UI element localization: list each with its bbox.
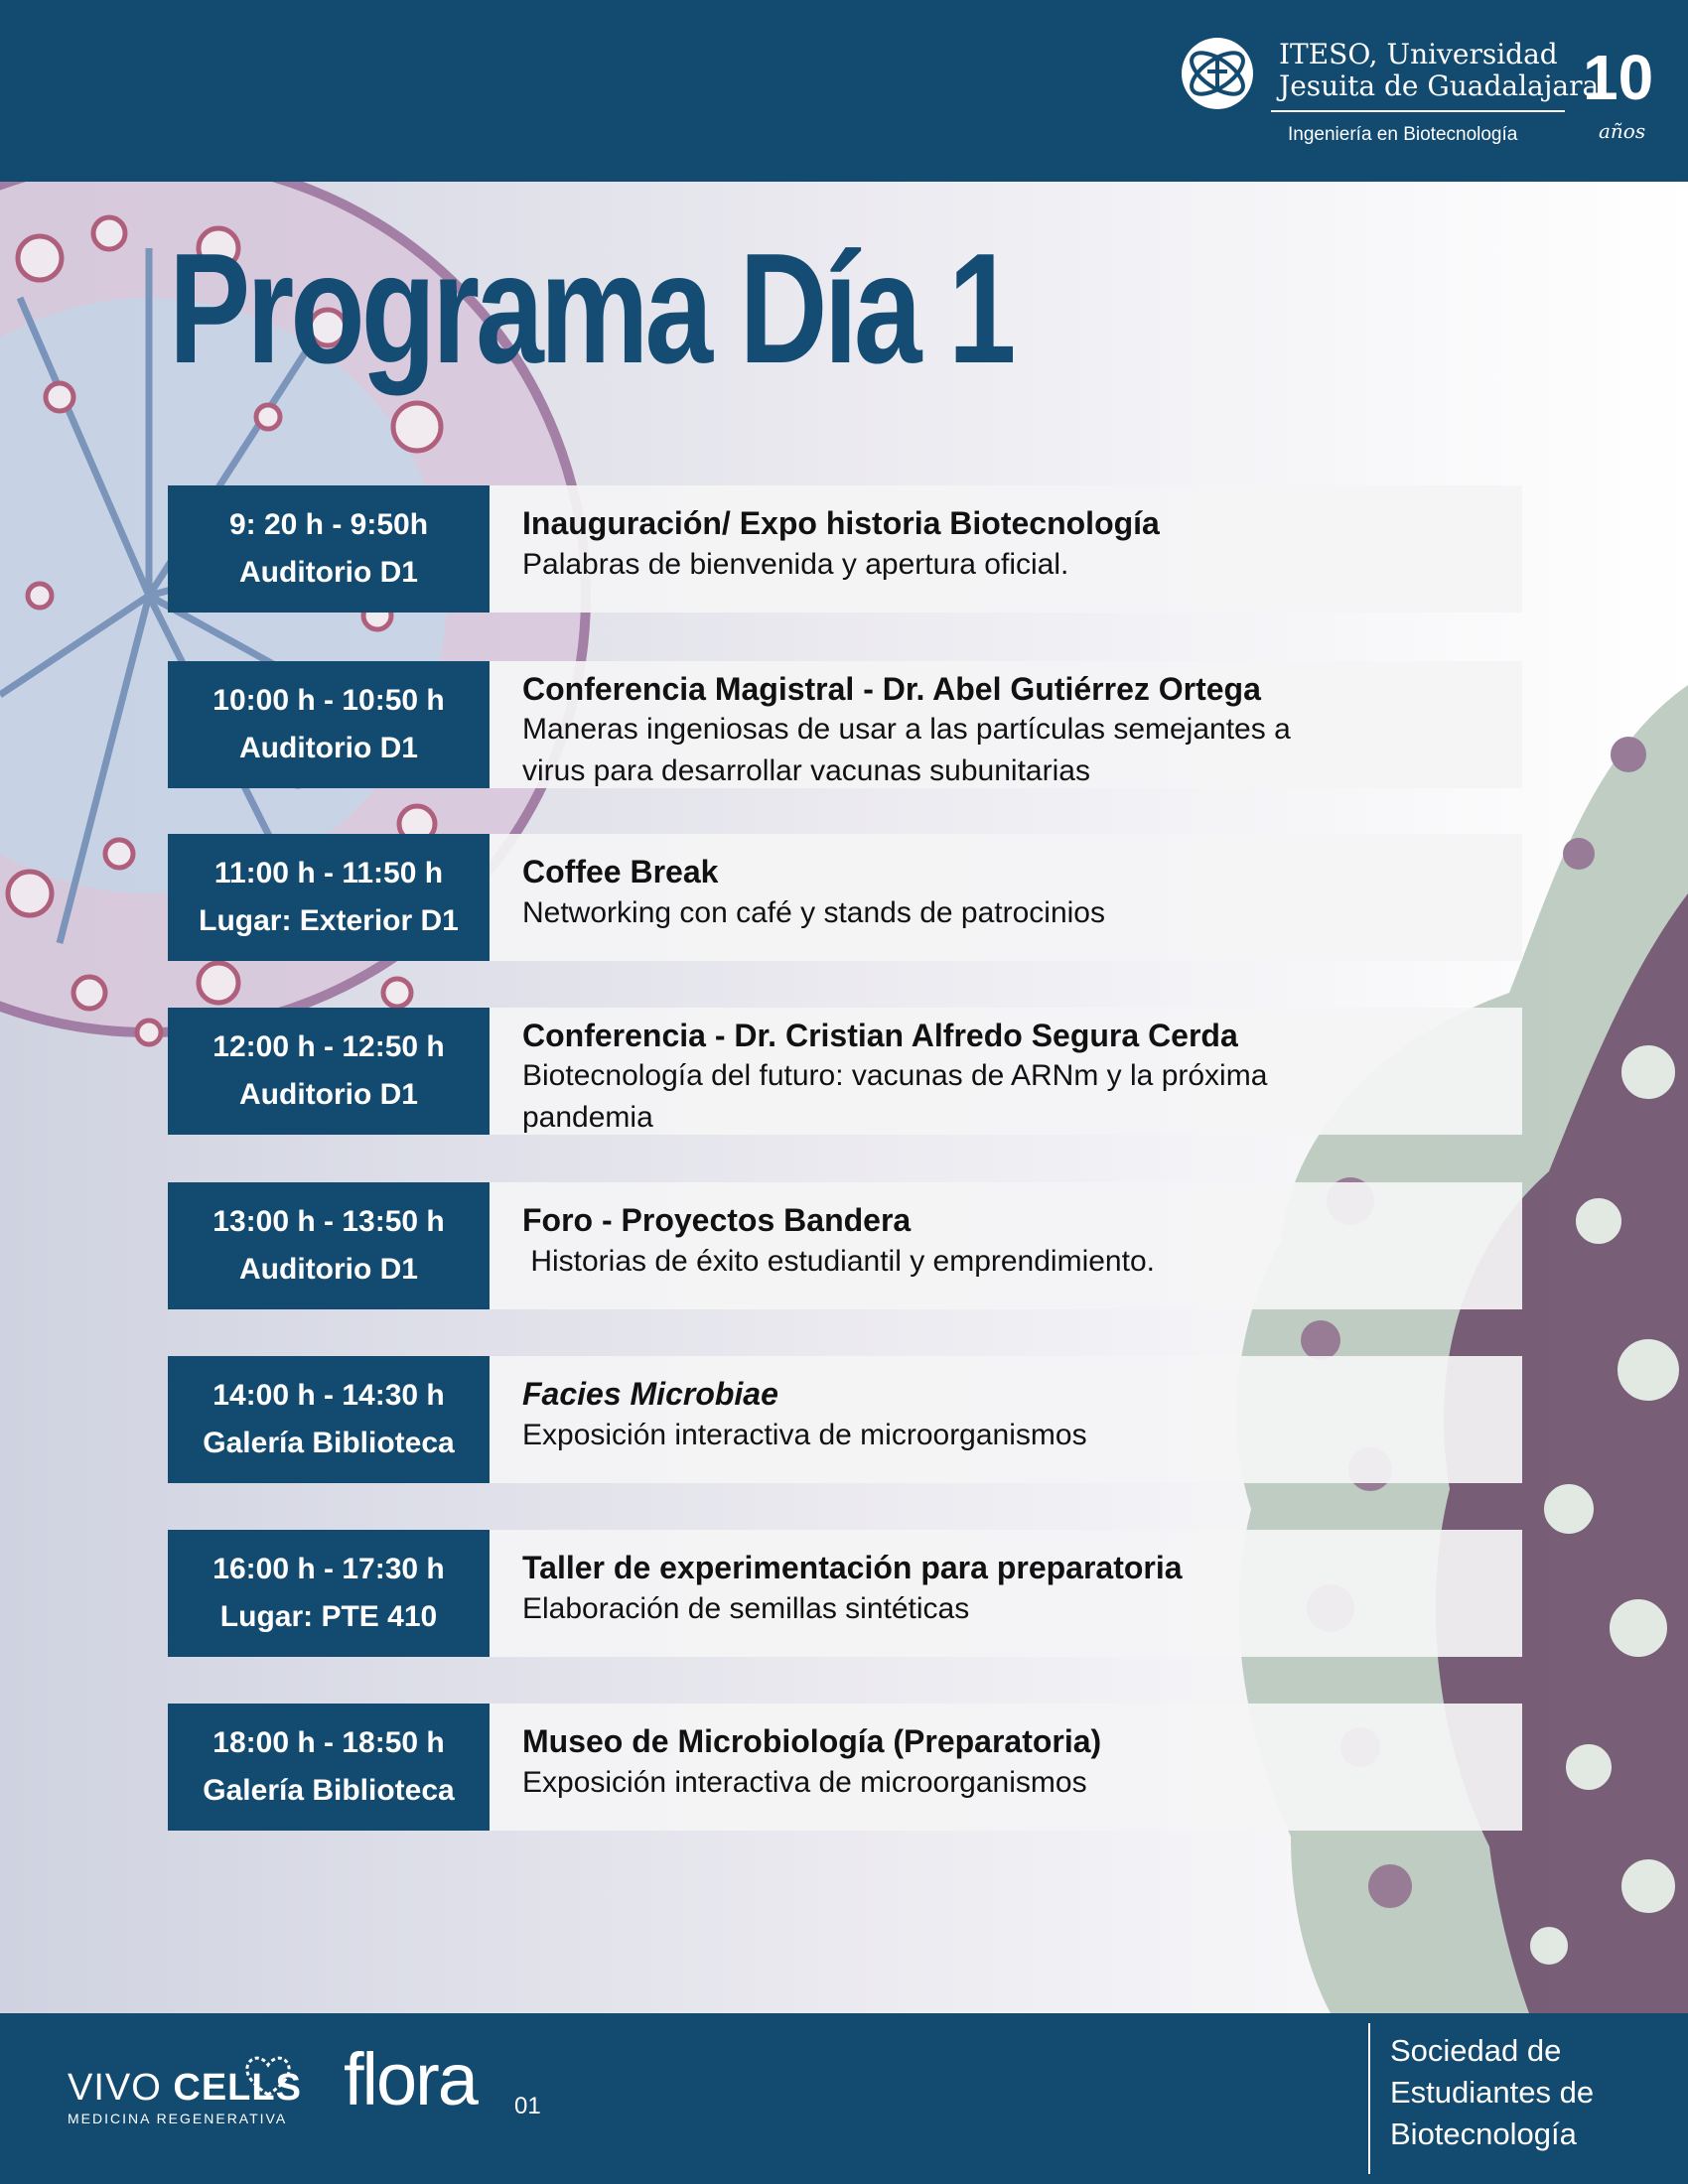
schedule-row: [168, 485, 1522, 613]
schedule-row: [168, 1530, 1522, 1657]
event-place: Auditorio D1: [239, 556, 418, 589]
event-place: Lugar: Exterior D1: [199, 904, 459, 937]
heart-icon: [242, 2053, 294, 2099]
event-description: Networking con café y stands de patrocinios: [522, 896, 1105, 929]
schedule-row: [168, 1704, 1522, 1831]
event-time: 9: 20 h - 9:50h: [228, 508, 429, 541]
time-block: [168, 1530, 490, 1657]
event-description: Palabras de bienvenida y apertura oficial.: [522, 548, 1069, 581]
event-info: [490, 661, 1522, 788]
university-name-line1: ITESO, Universidad: [1279, 38, 1558, 70]
event-title: Inauguración/ Expo historia Biotecnología: [522, 505, 1160, 541]
event-place: Auditorio D1: [239, 732, 418, 764]
event-time: 10:00 h - 10:50 h: [212, 684, 445, 717]
society-name-line: Estudiantes de: [1390, 2075, 1595, 2110]
anniversary-number: 10: [1583, 42, 1654, 113]
event-title: Coffee Break: [522, 854, 719, 889]
society-name-line: Sociedad de: [1390, 2033, 1562, 2068]
flora-logo: flora: [344, 2038, 477, 2120]
program-name: Ingeniería en Biotecnología: [1288, 124, 1518, 145]
schedule-row: [168, 661, 1522, 788]
time-block: [168, 661, 490, 788]
time-block: [168, 1182, 490, 1309]
event-info: [490, 1356, 1522, 1483]
event-title: Foro - Proyectos Bandera: [522, 1202, 912, 1238]
event-info: [490, 1182, 1522, 1309]
event-info: [490, 485, 1522, 613]
time-block: [168, 485, 490, 613]
flora-suffix: 01: [514, 2093, 541, 2119]
event-place: Galería Biblioteca: [203, 1427, 455, 1459]
event-time: 11:00 h - 11:50 h: [213, 857, 444, 889]
event-description: Exposición interactiva de microorganismos: [522, 1766, 1087, 1799]
footer-divider: [1368, 2023, 1370, 2174]
event-time: 13:00 h - 13:50 h: [212, 1205, 445, 1238]
event-place: Auditorio D1: [239, 1253, 418, 1286]
schedule-row: [168, 1008, 1522, 1135]
event-time: 14:00 h - 14:30 h: [212, 1379, 445, 1412]
iteso-emblem-icon: [1178, 34, 1257, 113]
anniversary-word: años: [1599, 119, 1646, 143]
header-divider: [1271, 110, 1565, 112]
university-name-line2: Jesuita de Guadalajara: [1279, 69, 1600, 102]
event-description: Maneras ingeniosas de usar a las partículas semejantes a: [522, 713, 1291, 746]
schedule-row: [168, 834, 1522, 961]
time-block: [168, 834, 490, 961]
vivo-cells-light: VIVO: [68, 2067, 174, 2109]
schedule-row: [168, 1182, 1522, 1309]
event-description: virus para desarrollar vacunas subunitarias: [522, 754, 1090, 787]
vivo-cells-tagline: MEDICINA REGENERATIVA: [68, 2111, 288, 2126]
event-title: Conferencia Magistral - Dr. Abel Gutiérrez Ortega: [522, 671, 1261, 707]
event-time: 16:00 h - 17:30 h: [212, 1553, 445, 1585]
event-info: [490, 1008, 1522, 1135]
time-block: [168, 1356, 490, 1483]
event-place: Auditorio D1: [239, 1078, 418, 1111]
event-description: Historias de éxito estudiantil y emprendimiento.: [522, 1245, 1155, 1278]
event-info: [490, 1530, 1522, 1657]
event-title: Museo de Microbiología (Preparatoria): [522, 1723, 1102, 1759]
event-place: Galería Biblioteca: [203, 1774, 455, 1807]
society-name-line: Biotecnología: [1390, 2116, 1577, 2151]
time-block: [168, 1704, 490, 1831]
event-title: Facies Microbiae: [522, 1376, 778, 1412]
event-title: Taller de experimentación para preparatoria: [522, 1550, 1183, 1585]
event-description: Exposición interactiva de microorganismos: [522, 1419, 1087, 1451]
event-description: Elaboración de semillas sintéticas: [522, 1592, 970, 1625]
event-description: Biotecnología del futuro: vacunas de ARNm y la próxima: [522, 1059, 1268, 1092]
vivo-cells-bold: CELLS: [173, 2067, 302, 2109]
event-title: Conferencia - Dr. Cristian Alfredo Segura Cerda: [522, 1018, 1238, 1053]
event-description: pandemia: [522, 1101, 653, 1134]
page-title: Programa Día 1: [169, 221, 1013, 396]
time-block: [168, 1008, 490, 1135]
event-info: [490, 1704, 1522, 1831]
schedule-row: [168, 1356, 1522, 1483]
event-info: [490, 834, 1522, 961]
event-time: 12:00 h - 12:50 h: [212, 1030, 445, 1063]
event-time: 18:00 h - 18:50 h: [212, 1726, 445, 1759]
event-place: Lugar: PTE 410: [219, 1600, 438, 1633]
